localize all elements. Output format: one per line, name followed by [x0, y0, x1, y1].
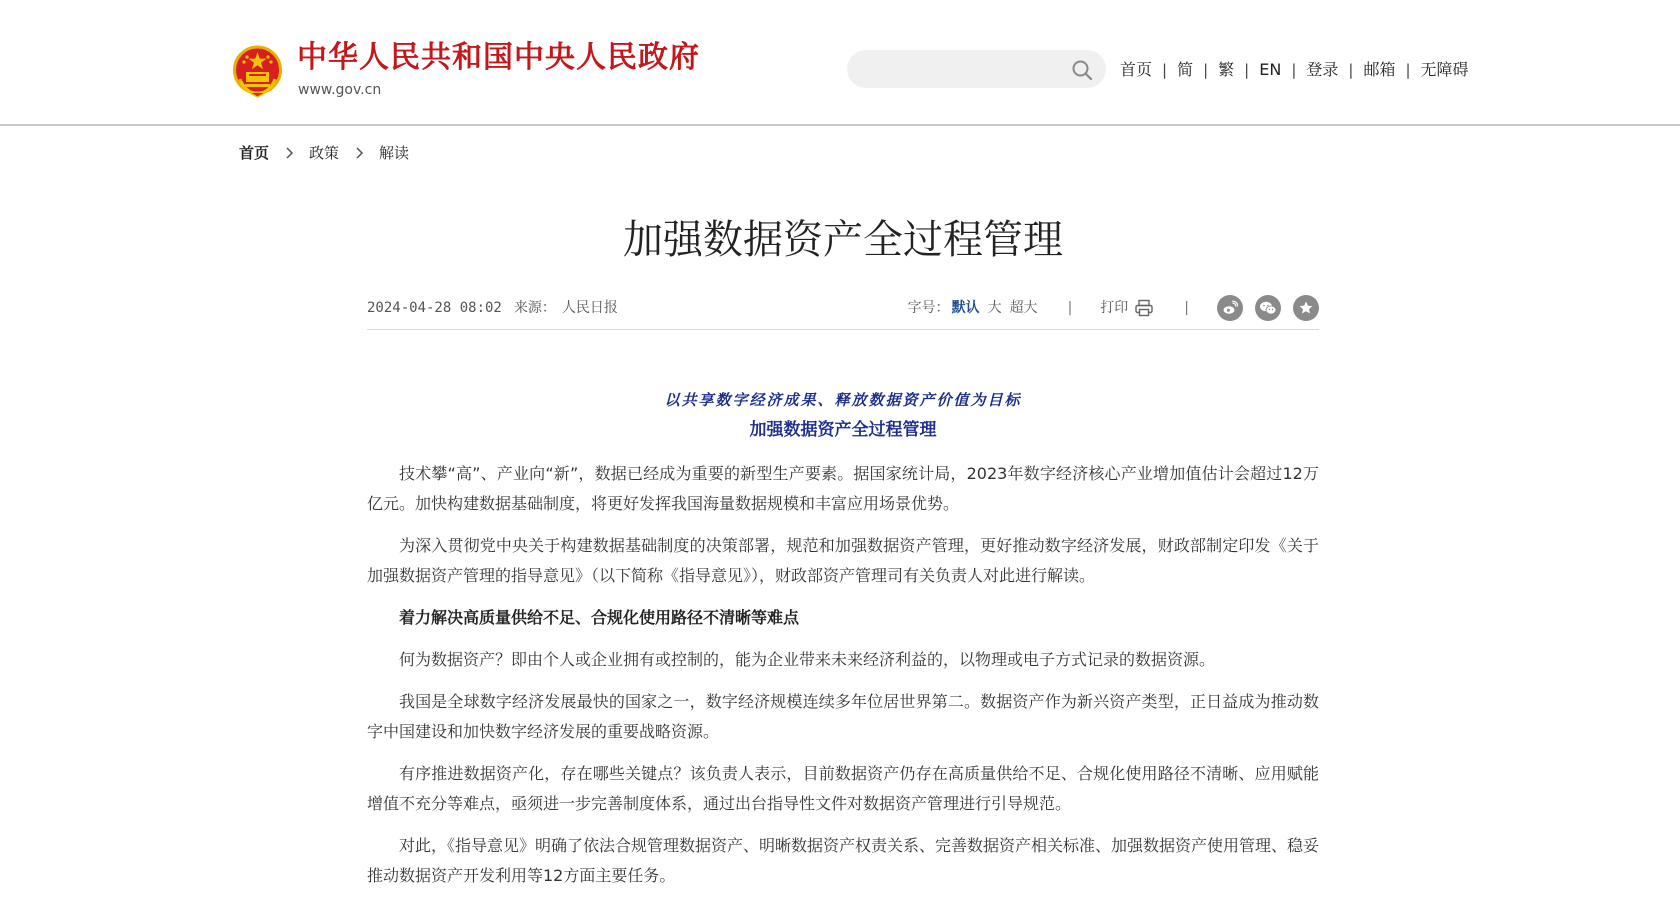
font-size-label: 字号：	[907, 300, 950, 316]
wechat-icon	[1259, 300, 1277, 316]
favorite-icon	[1298, 300, 1314, 316]
font-size-large[interactable]: 大	[987, 300, 1002, 316]
tool-separator: |	[1184, 300, 1189, 316]
nav-separator: |	[1162, 61, 1168, 79]
article-title: 加强数据资产全过程管理	[623, 217, 1063, 263]
national-emblem-icon[interactable]	[232, 45, 283, 98]
print-label: 打印	[1100, 300, 1129, 316]
nav-separator: |	[1203, 61, 1209, 79]
section-heading: 着力解决高质量供给不足、合规化使用路径不清晰等难点	[399, 608, 800, 627]
nav-mail[interactable]: 邮箱	[1363, 60, 1396, 79]
weibo-icon	[1222, 300, 1238, 316]
article-paragraph: 为深入贯彻党中央关于构建数据基础制度的决策部署，规范和加强数据资产管理，更好推动数字经济发展，财政部制定印发《关于加强数据资产管理的指导意见》（以下简称《指导意见》），财政部资产管理司有关负责人对此进行解读。	[367, 536, 1319, 585]
favorite-button[interactable]	[1293, 295, 1319, 321]
article-paragraph: 技术攀“高”、产业向“新”，数据已经成为重要的新型生产要素。据国家统计局，2023年数字经济核心产业增加值估计会超过12万亿元。加快构建数据基础制度，将更好发挥我国海量数据规模和丰富应用场景优势。	[367, 464, 1319, 513]
publish-date: 2024-04-28 08:02	[367, 300, 502, 316]
nav-home[interactable]: 首页	[1120, 60, 1153, 79]
tool-separator: |	[1067, 300, 1073, 316]
site-header	[0, 0, 1680, 126]
nav-accessibility[interactable]: 无障碍	[1420, 60, 1469, 79]
article-paragraph: 我国是全球数字经济发展最快的国家之一，数字经济规模连续多年位居世界第二。数据资产作为新兴资产类型，正日益成为推动数字中国建设和加快数字经济发展的重要战略资源。	[367, 692, 1319, 741]
search-box	[847, 50, 1106, 88]
breadcrumb-policy[interactable]: 政策	[309, 144, 340, 162]
printer-icon	[1134, 298, 1154, 318]
source-value: 人民日报	[561, 300, 618, 316]
nav-simplified[interactable]: 简	[1177, 60, 1194, 79]
font-size-default[interactable]: 默认	[951, 300, 980, 316]
site-url: www.gov.cn	[298, 82, 382, 98]
source-label: 来源：	[513, 300, 556, 316]
wechat-share-button[interactable]	[1255, 295, 1281, 321]
article-body	[367, 388, 1319, 891]
weibo-share-button[interactable]	[1217, 295, 1243, 321]
nav-login[interactable]: 登录	[1306, 60, 1339, 79]
article-meta	[367, 294, 1319, 330]
search-input[interactable]	[865, 50, 1055, 88]
article-subheading: 以共享数字经济成果、释放数据资产价值为目标	[664, 391, 1022, 409]
nav-separator: |	[1405, 61, 1411, 79]
print-button[interactable]	[1100, 298, 1154, 318]
breadcrumb	[239, 143, 409, 163]
breadcrumb-interpretation[interactable]: 解读	[379, 144, 410, 162]
nav-separator: |	[1291, 61, 1297, 79]
font-size-xlarge[interactable]: 超大	[1009, 300, 1038, 316]
nav-separator: |	[1244, 61, 1250, 79]
chevron-right-icon	[281, 145, 297, 161]
article-tools	[908, 294, 1319, 322]
article-subtitle: 加强数据资产全过程管理	[749, 420, 937, 440]
top-nav	[1120, 58, 1469, 82]
breadcrumb-home[interactable]: 首页	[239, 144, 270, 162]
site-title[interactable]: 中华人民共和国中央人民政府	[297, 40, 700, 75]
publish-info	[367, 298, 618, 318]
article-paragraph: 何为数据资产？即由个人或企业拥有或控制的，能为企业带来未来经济利益的，以物理或电子方式记录的数据资源。	[399, 650, 1216, 669]
article-paragraph: 对此，《指导意见》明确了依法合规管理数据资产、明晰数据资产权责关系、完善数据资产相关标准、加强数据资产使用管理、稳妥推动数据资产开发利用等12方面主要任务。	[367, 836, 1320, 885]
nav-separator: |	[1348, 61, 1354, 79]
search-icon[interactable]	[1070, 58, 1094, 82]
nav-traditional[interactable]: 繁	[1218, 60, 1235, 79]
article-paragraph: 有序推进数据资产化，存在哪些关键点？该负责人表示，目前数据资产仍存在高质量供给不足、合规化使用路径不清晰、应用赋能增值不充分等难点，亟须进一步完善制度体系，通过出台指导性文件对数据资产管理进行引导规范。	[367, 764, 1319, 813]
chevron-right-icon	[351, 145, 367, 161]
nav-english[interactable]: EN	[1259, 60, 1282, 79]
